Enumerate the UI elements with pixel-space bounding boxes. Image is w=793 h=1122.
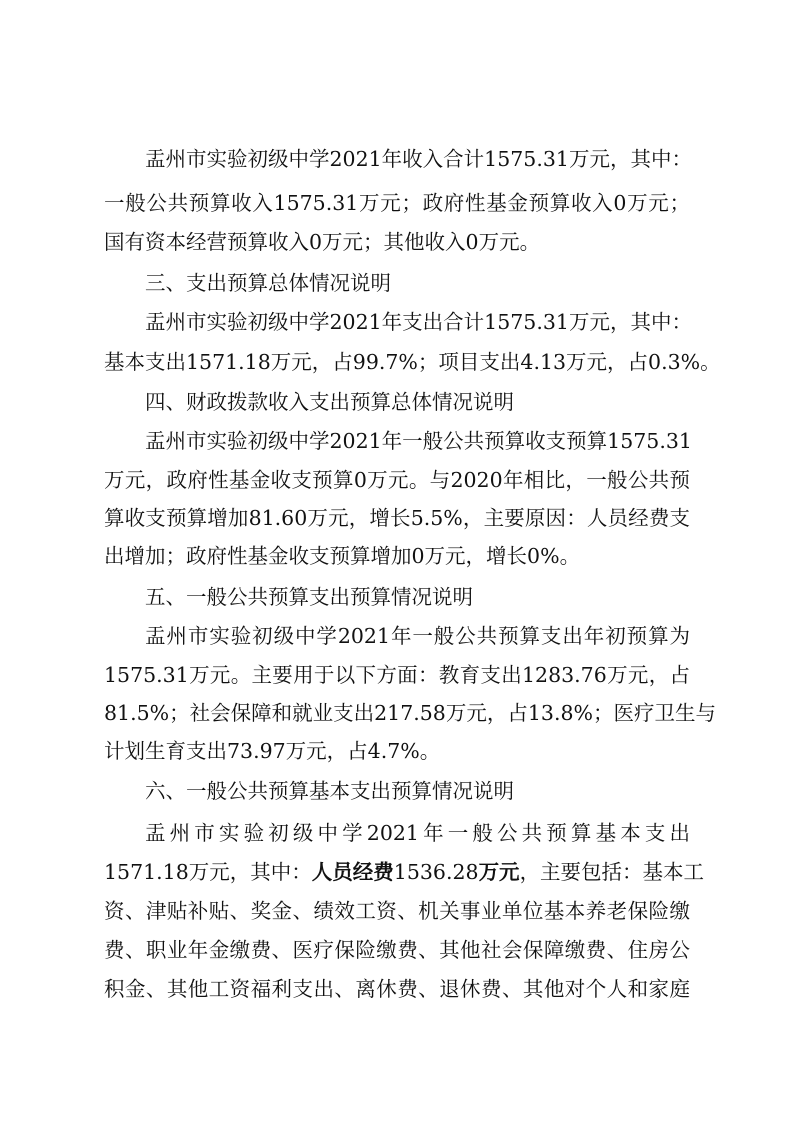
paragraph-line: 1575.31万元。主要用于以下方面：教育支出1283.76万元，占 <box>104 663 690 687</box>
paragraph-line: 出增加；政府性基金收支预算增加0万元，增长0%。 <box>104 544 581 568</box>
paragraph-line: 万元，政府性基金收支预算0万元。与2020年相比，一般公共预 <box>104 468 690 492</box>
paragraph-line: 盂州市实验初级中学2021年一般公共预算支出年初预算为 <box>145 624 690 648</box>
section-heading: 五、一般公共预算支出预算情况说明 <box>145 585 473 609</box>
paragraph-line: 算收支预算增加81.60万元，增长5.5%，主要原因：人员经费支 <box>104 506 690 530</box>
paragraph-line: 盂州市实验初级中学2021年支出合计1575.31万元，其中： <box>145 310 692 334</box>
bold-text: 人员经费 <box>311 860 394 884</box>
section-heading: 四、财政拨款收入支出预算总体情况说明 <box>145 390 514 414</box>
text-run: 1571.18万元，其中： <box>104 860 312 884</box>
paragraph-line: 基本支出1571.18万元，占99.7%；项目支出4.13万元，占0.3%。 <box>104 350 721 374</box>
bold-text: 万元 <box>478 860 520 884</box>
paragraph-line: 资、津贴补贴、奖金、绩效工资、机关事业单位基本养老保险缴 <box>104 899 690 923</box>
paragraph-line: 国有资本经营预算收入0万元；其他收入0万元。 <box>104 230 541 254</box>
paragraph-line: 一般公共预算收入1575.31万元；政府性基金预算收入0万元； <box>104 191 690 215</box>
paragraph-line: 费、职业年金缴费、医疗保险缴费、其他社会保障缴费、住房公 <box>104 938 690 962</box>
paragraph-line: 盂州市实验初级中学2021年一般公共预算收支预算1575.31 <box>145 429 692 453</box>
section-heading: 三、支出预算总体情况说明 <box>145 271 391 295</box>
paragraph-line: 81.5%；社会保障和就业支出217.58万元，占13.8%；医疗卫生与 <box>104 701 716 725</box>
paragraph-line: 计划生育支出73.97万元，占4.7%。 <box>104 739 441 763</box>
section-heading: 六、一般公共预算基本支出预算情况说明 <box>145 779 514 803</box>
paragraph-line <box>104 853 705 891</box>
paragraph-line: 积金、其他工资福利支出、离休费、退休费、其他对个人和家庭 <box>104 977 690 1001</box>
text-run: ，主要包括：基本工 <box>519 860 705 884</box>
paragraph-line: 盂州市实验初级中学2021年一般公共预算基本支出 <box>145 821 690 845</box>
paragraph-line: 盂州市实验初级中学2021年收入合计1575.31万元，其中： <box>145 147 692 171</box>
text-run: 1536.28 <box>393 860 479 884</box>
